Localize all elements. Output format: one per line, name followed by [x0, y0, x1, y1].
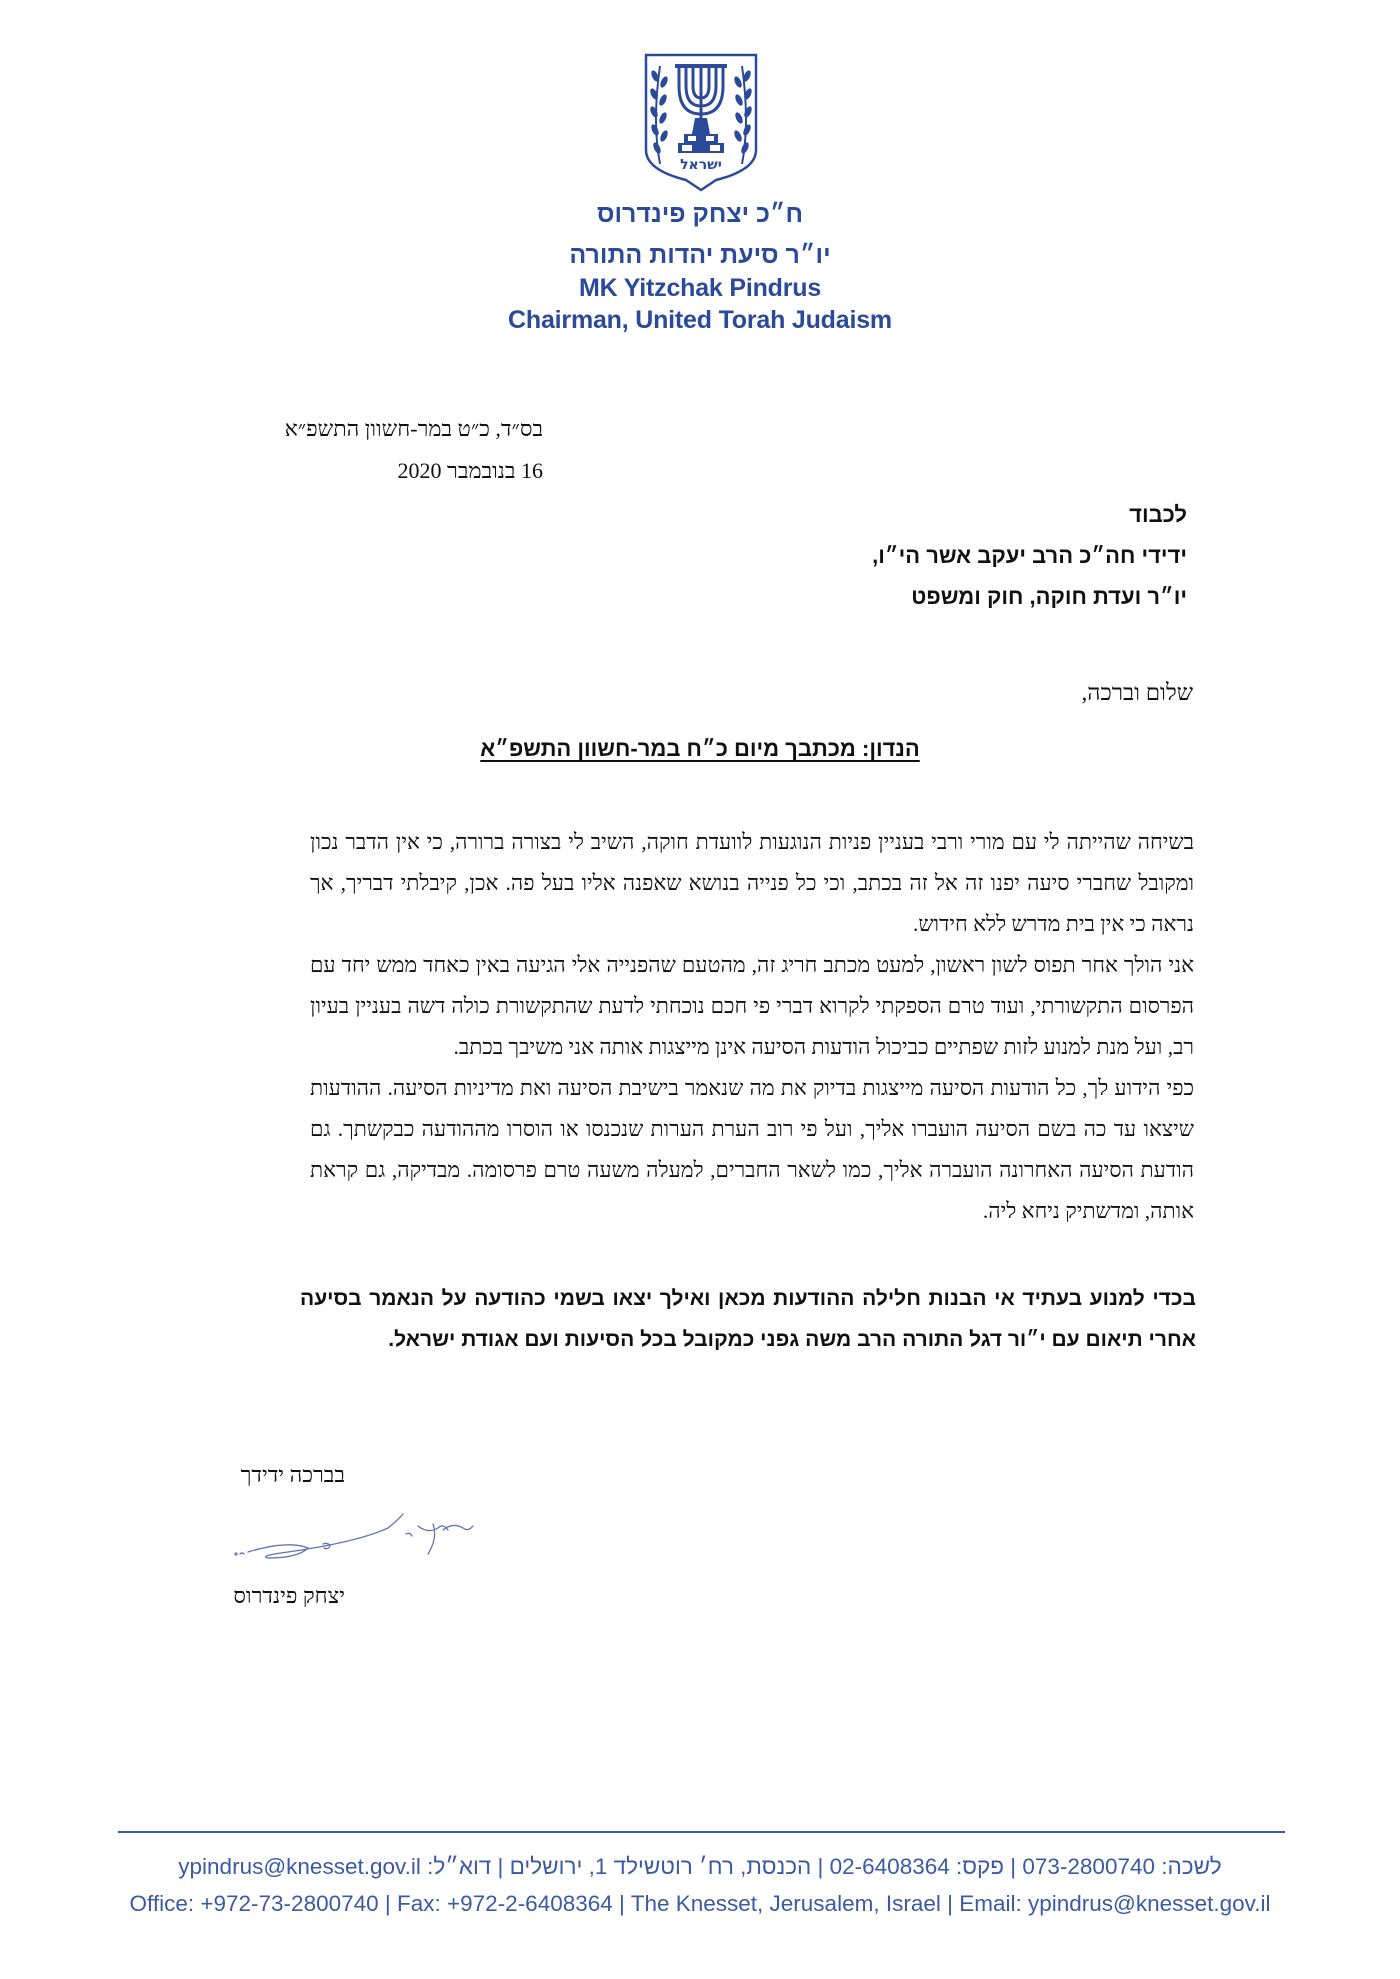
- addressee-salutation: לכבוד: [1129, 502, 1187, 527]
- handwritten-signature-icon: [228, 1508, 498, 1568]
- addressee-name: ידידי חה״כ הרב יעקב אשר הי״ו,: [872, 543, 1187, 568]
- footer-hebrew-contact: לשכה: 073-2800740 | פקס: 02-6408364 | הכנסת, רח׳ רוטשילד 1, ירושלים | דוא״ל: ypindrus@knesset.gov.il: [178, 1854, 1222, 1879]
- sign-off: בברכה ידידך: [240, 1462, 345, 1487]
- gregorian-date: 16 בנובמבר 2020: [397, 458, 543, 483]
- state-of-israel-emblem-icon: [642, 52, 760, 192]
- footer-divider: [118, 1831, 1285, 1833]
- body-paragraph: בשיחה שהייתה לי עם מורי ורבי בעניין פניות הנוגעות לוועדת חוקה, השיב לי בצורה ברורה, כי אין הדבר נכון ומקובל שחברי סיעה יפנו זה אל זה בכתב, וכי כל פנייה בנושא שאפנה אליו בעל פה. אכן, קיבלתי דבריך, אך נראה כי אין בית מדרש ללא חידוש.: [310, 830, 1194, 936]
- body-paragraph: אני הולך אחר תפוס לשון ראשון, למעט מכתב חריג זה, מהטעם שהפנייה אלי הגיעה באין כאחד ממש יחד עם הפרסום התקשורתי, ועוד טרם הספקתי לקרוא דברי פי חכם נוכחתי לדעת שהתקשורת כולה דשה בעניין בעיון רב, ועל מנת למנוע לזות שפתיים כביכול הודעות הסיעה אינן מייצגות אותה אני משיבך בכתב.: [310, 953, 1194, 1059]
- svg-text:ישראל: ישראל: [680, 157, 722, 173]
- subject-line: הנדון: מכתבך מיום כ״ח במר-חשוון התשפ״א: [480, 736, 920, 761]
- closing-statement: בכדי למנוע בעתיד אי הבנות חלילה ההודעות מכאן ואילך יצאו בשמי כהודעה על הנאמר בסיעה אחרי תיאום עם י״ור דגל התורה הרב משה גפני כמקובל בכל הסיעות ועם אגודת ישראל.: [300, 1287, 1196, 1351]
- letterhead-hebrew-name: ח״כ יצחק פינדרוס: [596, 200, 804, 228]
- signer-name: יצחק פינדרוס: [233, 1583, 345, 1608]
- footer-english-contact: Office: +972-73-2800740 | Fax: +972-2-6408364 | The Knesset, Jerusalem, Israel | Email: ypindrus@knesset.gov.il: [129, 1891, 1271, 1916]
- letterhead-english-name: MK Yitzchak Pindrus: [578, 274, 822, 302]
- letterhead-hebrew-title: יו״ר סיעת יהדות התורה: [569, 241, 831, 269]
- addressee-title: יו״ר ועדת חוקה, חוק ומשפט: [911, 584, 1187, 609]
- letter-body: [310, 822, 1194, 1232]
- body-paragraph: כפי הידוע לך, כל הודעות הסיעה מייצגות בדיוק את מה שנאמר בישיבת הסיעה ואת מדיניות הסיעה. ההודעות שיצאו עד כה בשם הסיעה הועברו אליך, ועל פי רוב הערת הערות שנכנסו או הוסרו מההודעה כבקשתך. גם הודעת הסיעה האחרונה הועברה אליך, כמו לשאר החברים, למעלה משעה טרם פרסומה. מבדיקה, גם קראת אותה, ומדשתיק ניחא ליה.: [310, 1076, 1194, 1223]
- greeting: שלום וברכה,: [1081, 680, 1193, 705]
- hebrew-date: בס״ד, כ״ט במר-חשוון התשפ״א: [284, 416, 543, 441]
- letterhead-english-title: Chairman, United Torah Judaism: [508, 306, 892, 334]
